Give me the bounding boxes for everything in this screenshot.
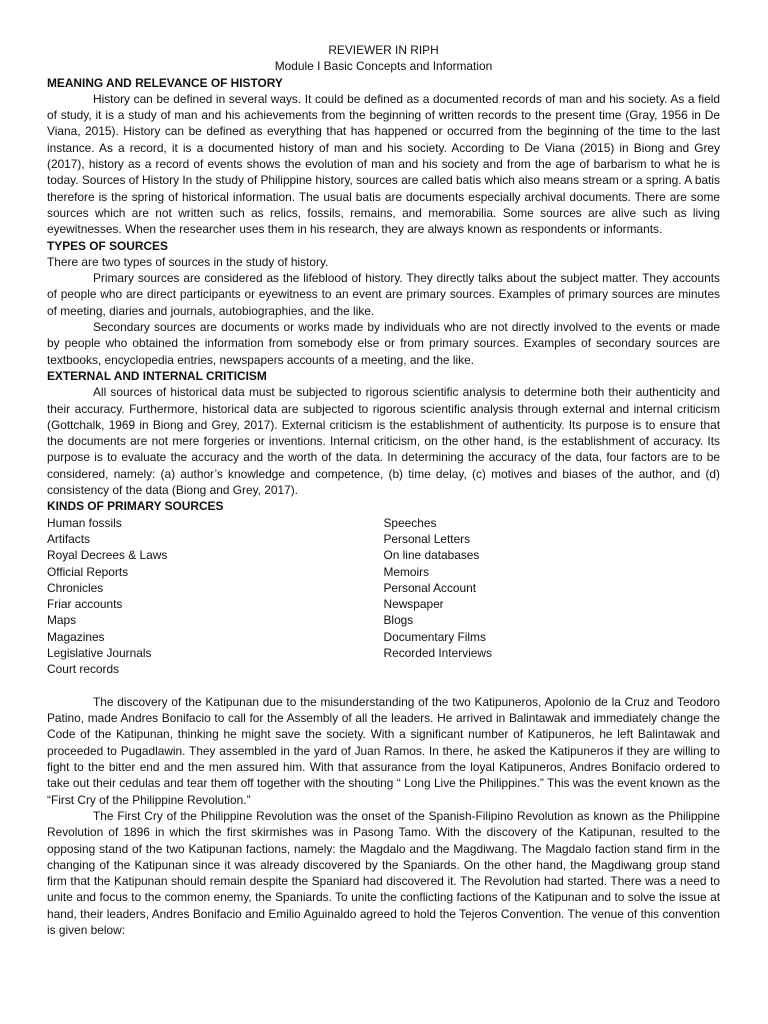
list-item: Memoirs: [383, 564, 430, 579]
primary-sources-left-column: [47, 515, 384, 678]
list-item: Newspaper: [383, 597, 444, 612]
heading-kinds: KINDS OF PRIMARY SOURCES: [47, 499, 224, 514]
list-item: Court records: [47, 662, 120, 677]
primary-sources-right-column: [384, 515, 721, 678]
document-title: REVIEWER IN RIPH: [328, 43, 439, 57]
paragraph-criticism: All sources of historical data must be subjected to rigorous scientific analysis to determine both their authenticity and their accuracy. Furthermore, historical data are subjected to rigorous scientific analysis through external and internal criticism (Gottchalk, 1969 in Biong and Grey, 2017). External criticism is the establishment of authenticity. Its purpose is to ensure that the documents are not mere forgeries or inventions. Internal criticism, on the other hand, is the establishment of accuracy. Its purpose is to evaluate the accuracy and the worth of the data. In determining the accuracy of the data, four factors are to be considered, namely: (a) author’s knowledge and competence, (b) time delay, (c) motives and biases of the author, and (d) consistency of the data (Biong and Grey, 2017).: [47, 385, 720, 498]
paragraph-primary-sources: Primary sources are considered as the lifeblood of history. They directly talks about the subject matter. They accounts of people who are direct participants or eyewitness to an event are primary sources. Examples of primary sources are minutes of meeting, diaries and journals, autobiographies, and the like.: [47, 271, 720, 318]
list-item: Official Reports: [47, 564, 129, 579]
list-item: Magazines: [47, 629, 105, 644]
list-item: Artifacts: [47, 531, 90, 546]
document-page: [47, 42, 720, 938]
heading-types: TYPES OF SOURCES: [47, 238, 168, 253]
list-item: Friar accounts: [47, 597, 123, 612]
paragraph-types-intro: There are two types of sources in the study of history.: [47, 254, 329, 269]
list-item: Recorded Interviews: [383, 645, 492, 660]
list-item: Royal Decrees & Laws: [47, 548, 168, 563]
list-item: Maps: [47, 613, 77, 628]
list-item: Documentary Films: [383, 629, 486, 644]
list-item: Legislative Journals: [47, 645, 152, 660]
paragraph-meaning: History can be defined in several ways. It could be defined as a documented records of man and his society. As a field of study, it is a study of man and his achievements from the beginning of written records to the present time (Gray, 1956 in De Viana, 2015). History can be defined as everything that has happened or occurred from the beginning of the time to the last instance. As a record, it is a documented history of man and his society. According to De Viana (2015) in Biong and Grey (2017), history as a record of events shows the evolution of man and his society and from the age of barbarism to what he is today. Sources of History In the study of Philippine history, sources are called batis which also means stream or a spring. A batis therefore is the spring of historical information. The usual batis are documents especially archival documents. There are some sources which are not written such as relics, fossils, remains, and memorabilia. Some sources are alive such as living eyewitnesses. When the researcher uses them in his research, they are always known as respondents or informants.: [47, 91, 720, 237]
list-item: Blogs: [383, 613, 414, 628]
list-item: On line databases: [383, 548, 480, 563]
list-item: Personal Letters: [383, 531, 471, 546]
list-item: Chronicles: [47, 580, 104, 595]
paragraph-first-cry: The First Cry of the Philippine Revolution was the onset of the Spanish-Filipino Revolution as known as the Philippine Revolution of 1896 in which the first skirmishes was in Pasong Tamo. With the discovery of the Katipunan, resulted to the opposing stand of the two Katipunan factions, namely: the Magdalo and the Magdiwang. The Magdalo faction stand firm in the changing of the Katipunan since it was already discovered by the Spaniards. On the other hand, the Magdiwang group stand firm that the Katipunan should remain despite the Spaniard had discovered it. The Revolution had started. There was a need to unite and focus to the common enemy, the Spaniards. To unite the conflicting factions of the Katipunan and to solve the issue at hand, their leaders, Andres Bonifacio and Emilio Aguinaldo agreed to hold the Tejeros Convention. The venue of this convention is given below:: [47, 808, 720, 938]
primary-sources-lists: [47, 515, 720, 678]
list-item: Personal Account: [383, 580, 477, 595]
spacer: [47, 678, 720, 694]
paragraph-katipunan-discovery: The discovery of the Katipunan due to the misunderstanding of the two Katipuneros, Apolonio de la Cruz and Teodoro Patino, made Andres Bonifacio to call for the Assembly of all the leaders. He arrived in Balintawak and immediately change the Code of the Katipunan, thinking he might save the society. With a significant number of Katipuneros, he left Balintawak and proceeded to Pugadlawin. They assembled in the yard of Juan Ramos. In there, he asked the Katipuneros if they are willing to fight to the bitter end and the men assured him. With that assurance from the loyal Katipuneros, Andres Bonifacio ordered to take out their cedulas and tear them off together with the shouting “ Long Live the Philippines.” This was the event known as the “First Cry of the Philippine Revolution.”: [47, 694, 720, 807]
heading-meaning: MEANING AND RELEVANCE OF HISTORY: [47, 75, 283, 90]
paragraph-secondary-sources: Secondary sources are documents or works made by individuals who are not directly involved to the events or made by people who obtained the information from somebody else or from primary sources. Examples of secondary sources are textbooks, encyclopedia entries, newspapers accounts of a meeting, and the like.: [47, 320, 720, 367]
list-item: Speeches: [383, 515, 437, 530]
document-subtitle: Module I Basic Concepts and Information: [274, 59, 493, 74]
heading-criticism: EXTERNAL AND INTERNAL CRITICISM: [47, 368, 267, 383]
list-item: Human fossils: [47, 515, 122, 530]
